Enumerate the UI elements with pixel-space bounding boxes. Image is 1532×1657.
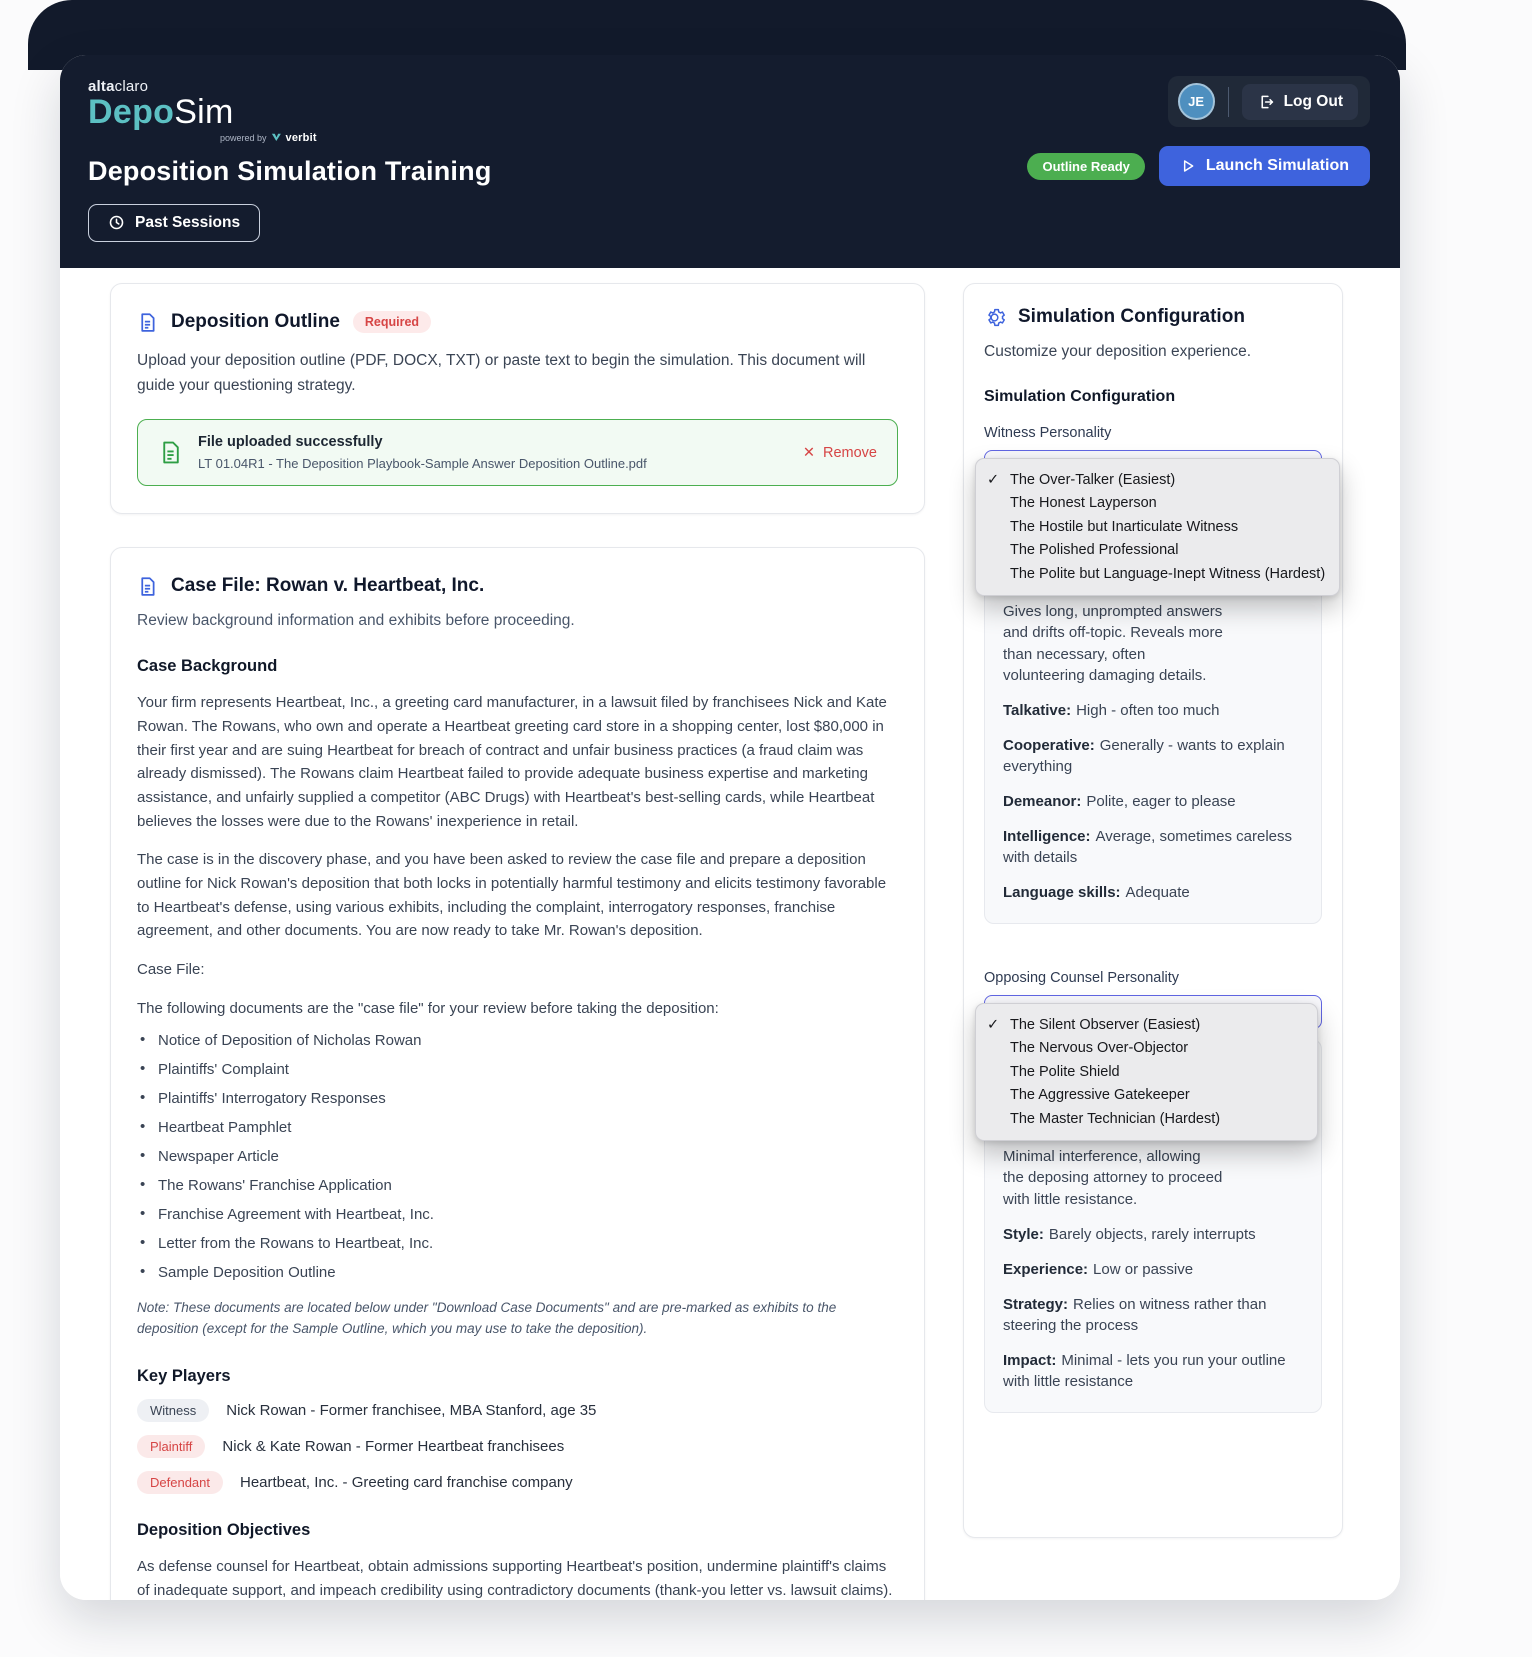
- case-card-title: Case File: Rowan v. Heartbeat, Inc.: [171, 575, 485, 597]
- verbit-logo-icon: [271, 132, 282, 143]
- attribute-value: High - often too much: [1076, 702, 1220, 720]
- attribute-value: Relies on witness rather than steering the process: [1003, 1296, 1267, 1335]
- witness-select-wrap: [984, 450, 1326, 582]
- attribute-value: Adequate: [1125, 884, 1190, 902]
- header-right: [1027, 76, 1370, 186]
- documents-note: Note: These documents are located below under "Download Case Documents" and are pre-marked as exhibits to the deposition (except for the Sample Outline, which you may use to take the deposition).: [137, 1300, 837, 1337]
- brand-alta-text: alta: [88, 78, 115, 95]
- key-player-row: [137, 1399, 898, 1422]
- attribute-row: [1003, 826, 1303, 868]
- past-sessions-button[interactable]: [88, 204, 260, 242]
- verbit-text: verbit: [285, 131, 317, 144]
- launch-simulation-label: Launch Simulation: [1205, 157, 1349, 174]
- attribute-label: Intelligence:: [1003, 828, 1091, 846]
- player-description: Heartbeat, Inc. - Greeting card franchise company: [240, 1474, 573, 1492]
- document-icon: [137, 312, 158, 333]
- witness-option[interactable]: [976, 539, 1339, 563]
- witness-option[interactable]: [976, 562, 1339, 586]
- counsel-summary: Minimal interference, allowing the deposing attorney to proceed with little resistance.: [1003, 1148, 1223, 1208]
- attribute-label: Language skills:: [1003, 884, 1121, 902]
- counsel-personality-label: Opposing Counsel Personality: [984, 970, 1180, 987]
- counsel-option[interactable]: [976, 1037, 1317, 1061]
- config-card-title: Simulation Configuration: [1018, 306, 1245, 327]
- upload-status: File uploaded successfully: [198, 434, 383, 451]
- attribute-label: Demeanor:: [1003, 793, 1082, 811]
- avatar[interactable]: JE: [1178, 83, 1215, 120]
- attribute-value: Minimal - lets you run your outline with little resistance: [1003, 1352, 1286, 1391]
- attribute-row: [1003, 882, 1303, 903]
- witness-summary: Gives long, unprompted answers and drifts off-topic. Reveals more than necessary, often volunteering damaging details.: [1003, 603, 1223, 684]
- page-title: Deposition Simulation Training: [88, 155, 492, 186]
- app-window: [60, 55, 1400, 1600]
- role-badge: Plaintiff: [137, 1435, 205, 1458]
- header-actions: [1027, 146, 1370, 186]
- case-file-card: [110, 547, 925, 1600]
- remove-file-button[interactable]: [803, 445, 877, 461]
- app-header: [60, 55, 1400, 268]
- case-card-header: [137, 575, 898, 597]
- counsel-personality-field: [984, 970, 1322, 1413]
- case-document-item: • The Rowans' Franchise Application: [137, 1177, 898, 1194]
- history-icon: [108, 214, 125, 231]
- attribute-value: Average, sometimes careless with details: [1003, 828, 1293, 867]
- attribute-label: Strategy:: [1003, 1296, 1069, 1314]
- attribute-value: Generally - wants to explain everything: [1003, 737, 1285, 776]
- option-label: The Over-Talker (Easiest): [1010, 471, 1176, 488]
- config-subtitle: Customize your deposition experience.: [984, 343, 1252, 360]
- option-label: The Polished Professional: [1010, 542, 1179, 558]
- attribute-row: [1003, 1259, 1303, 1280]
- option-label: The Polite Shield: [1010, 1063, 1120, 1080]
- case-document-item: • Sample Deposition Outline: [137, 1264, 898, 1281]
- witness-attributes: [1003, 700, 1303, 903]
- role-badge: Defendant: [137, 1471, 223, 1494]
- outline-ready-badge: Outline Ready: [1027, 153, 1144, 180]
- required-badge: Required: [353, 311, 431, 333]
- document-icon: [137, 576, 158, 597]
- logout-icon: [1257, 93, 1275, 111]
- outline-card-header: [137, 311, 898, 333]
- objectives-text: As defense counsel for Heartbeat, obtain admissions supporting Heartbeat's position, undermine plaintiff's claims of inadequate support, and impeach credibility using contradictory documents (thank-you letter vs. lawsuit claims).: [137, 1558, 893, 1599]
- attribute-label: Impact:: [1003, 1352, 1057, 1370]
- left-column: [110, 283, 925, 1600]
- logout-label: Log Out: [1283, 92, 1343, 110]
- config-section-heading: Simulation Configuration: [984, 388, 1176, 405]
- key-player-row: [137, 1471, 898, 1494]
- attribute-value: Barely objects, rarely interrupts: [1048, 1226, 1256, 1244]
- divider: [1228, 87, 1229, 117]
- config-card-header: [984, 306, 1322, 328]
- witness-option[interactable]: [976, 515, 1339, 539]
- key-player-row: [137, 1435, 898, 1458]
- attribute-row: [1003, 700, 1303, 721]
- case-background-p2: The case is in the discovery phase, and you have been asked to review the case file and prepare a deposition outline for Nick Rowan's deposition that both locks in potentially harmful testimony and elicits testimony favorable to Heartbeat's defense, using various exhibits, including the complaint, interrogatory responses, franchise agreement, and other documents. You are now ready to take Mr. Rowan's deposition.: [137, 851, 887, 940]
- case-document-item: • Newspaper Article: [137, 1148, 898, 1165]
- witness-option[interactable]: [976, 468, 1339, 492]
- outline-description: Upload your deposition outline (PDF, DOCX, TXT) or paste text to begin the simulation. This document will guide your questioning strategy.: [137, 352, 866, 395]
- case-document-item: • Notice of Deposition of Nicholas Rowan: [137, 1032, 898, 1049]
- deposition-outline-card: [110, 283, 925, 514]
- counsel-option[interactable]: [976, 1060, 1317, 1084]
- counsel-attributes: [1003, 1224, 1303, 1392]
- case-document-item: • Heartbeat Pamphlet: [137, 1119, 898, 1136]
- attribute-label: Cooperative:: [1003, 737, 1095, 755]
- case-background-p1: Your firm represents Heartbeat, Inc., a greeting card manufacturer, in a lawsuit filed by franchisees Nick and Kate Rowan. The Rowans, who own and operate a Heartbeat greeting card store in a shopping center, lost $80,000 in their first year and are suing Heartbeat for breach of contract and unfair business practices (a fraud claim was already dismissed). The Rowans claim Heartbeat failed to provide adequate business expertise and marketing assistance, and unfairly supplied a competitor (ABC Drugs) with Heartbeat's best-selling cards, while Heartbeat believes the losses were due to the Rowans' inexperience in retail.: [137, 694, 887, 830]
- attribute-value: Low or passive: [1093, 1261, 1194, 1279]
- counsel-option[interactable]: [976, 1084, 1317, 1108]
- upload-filename: LT 01.04R1 - The Deposition Playbook-Sample Answer Deposition Outline.pdf: [198, 456, 647, 472]
- logout-button[interactable]: [1242, 84, 1358, 120]
- option-label: The Polite but Language-Inept Witness (Hardest): [1010, 565, 1326, 582]
- witness-personality-field: [984, 425, 1326, 924]
- option-label: The Honest Layperson: [1010, 495, 1157, 511]
- attribute-value: Polite, eager to please: [1086, 793, 1236, 811]
- case-document-item: • Franchise Agreement with Heartbeat, Inc.: [137, 1206, 898, 1223]
- option-label: The Silent Observer (Easiest): [1010, 1016, 1201, 1033]
- case-document-item: • Plaintiffs' Interrogatory Responses: [137, 1090, 898, 1107]
- close-icon: ✕: [802, 444, 815, 461]
- powered-by-text: powered by: [220, 132, 267, 143]
- objectives-heading: Deposition Objectives: [137, 1521, 311, 1540]
- check-icon: ✓: [987, 1016, 1000, 1033]
- past-sessions-label: Past Sessions: [135, 213, 241, 231]
- attribute-label: Experience:: [1003, 1261, 1089, 1279]
- option-label: The Hostile but Inarticulate Witness: [1010, 518, 1239, 535]
- check-icon: ✓: [987, 471, 1000, 488]
- option-label: The Master Technician (Hardest): [1010, 1110, 1221, 1127]
- counsel-option[interactable]: [976, 1107, 1317, 1131]
- outline-card-title: Deposition Outline: [171, 311, 340, 332]
- attribute-label: Style:: [1003, 1226, 1044, 1244]
- launch-simulation-button[interactable]: [1159, 146, 1370, 186]
- case-file-intro: The following documents are the "case file" for your review before taking the deposition:: [137, 999, 719, 1017]
- counsel-option[interactable]: [976, 1013, 1317, 1037]
- upload-success-box: [137, 419, 898, 486]
- attribute-label: Talkative:: [1003, 702, 1072, 720]
- file-icon: [158, 440, 183, 465]
- case-document-item: • Letter from the Rowans to Heartbeat, Inc.: [137, 1235, 898, 1252]
- witness-options-popup: [975, 458, 1340, 596]
- play-icon: [1180, 158, 1196, 174]
- key-players-list: [137, 1399, 898, 1494]
- counsel-options-popup: [975, 1003, 1318, 1141]
- simulation-config-card: [963, 283, 1343, 1538]
- player-description: Nick Rowan - Former franchisee, MBA Stanford, age 35: [226, 1402, 597, 1420]
- attribute-row: [1003, 735, 1303, 777]
- upload-info: [198, 434, 803, 471]
- brand-claro-text: claro: [114, 78, 149, 95]
- remove-label: Remove: [823, 444, 877, 461]
- brand-depo-text: Depo: [88, 93, 175, 131]
- counsel-select-wrap: [984, 995, 1322, 1127]
- attribute-row: [1003, 1224, 1303, 1245]
- option-label: The Aggressive Gatekeeper: [1010, 1087, 1190, 1104]
- gear-icon: [984, 307, 1005, 328]
- option-label: The Nervous Over-Objector: [1010, 1040, 1189, 1057]
- case-documents-list: [137, 1032, 898, 1281]
- player-description: Nick & Kate Rowan - Former Heartbeat franchisees: [222, 1438, 565, 1456]
- attribute-row: [1003, 791, 1303, 812]
- case-background-heading: Case Background: [137, 657, 278, 676]
- case-card-subtitle: Review background information and exhibits before proceeding.: [137, 612, 575, 630]
- key-players-heading: Key Players: [137, 1367, 231, 1386]
- main-content: [60, 268, 1400, 1600]
- case-document-item: • Plaintiffs' Complaint: [137, 1061, 898, 1078]
- role-badge: Witness: [137, 1399, 209, 1422]
- attribute-row: [1003, 1350, 1303, 1392]
- right-column: [963, 283, 1343, 1600]
- user-panel: [1168, 76, 1370, 127]
- brand-sim-text: Sim: [174, 93, 234, 131]
- case-file-label: Case File:: [137, 961, 205, 979]
- witness-option[interactable]: [976, 492, 1339, 516]
- witness-personality-label: Witness Personality: [984, 425, 1112, 441]
- attribute-row: [1003, 1294, 1303, 1336]
